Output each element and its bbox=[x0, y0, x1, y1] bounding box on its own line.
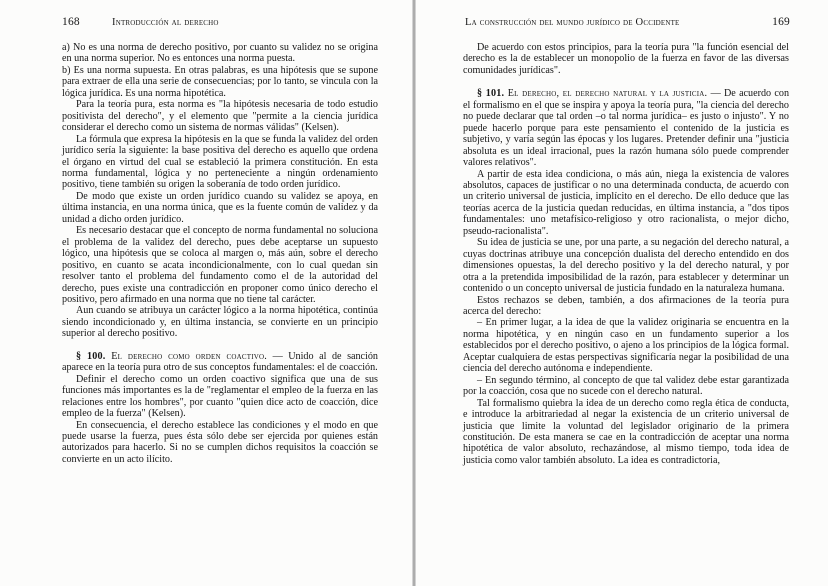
paragraph: La fórmula que expresa la hipótesis en la que se funda la validez del orden jurídico sería la siguiente: la base positiva del derecho es aquello que ordena el órgano en virtud del cual se estableció la primera constitución. En esta norma fundamental, lógica y no perteneciente a ningún ordenamiento positivo, tiene también su origen la soberanía de todo orden jurídico. bbox=[62, 133, 378, 191]
paragraph: Aun cuando se atribuya un carácter lógico a la norma hipotética, continúa siendo incondicionado y, en última instancia, se convierte en un principio superior al derecho positivo. bbox=[62, 305, 378, 340]
paragraph: Tal formalismo quiebra la idea de un derecho como regla ética de conducta, e introduce la arbitrariedad al negar la existencia de un criterio universal de justicia que limite la voluntad del legislador originario de la primera constitución. De esta manera se cae en la contradicción de aceptar una norma hipotética de valor absoluto, rechazándose, al mismo tiempo, toda idea de justicia como valor también absoluto. La idea es contradictoria, bbox=[463, 397, 789, 466]
left-page-number: 168 bbox=[62, 16, 80, 28]
section-lead: — De acuerdo con el formalismo en el que se inspira y apoya la teoría pura, "la ciencia del derecho no puede declarar que tal orden –o tal norma jurídica– es justo o injusto". Y no puede hacerlo porque para este pensamiento el contenido de la justicia es subjetivo, y varía según las épocas y los lugares. Pretender definir una "justicia absoluta es un ideal irracional, pues la razón humana sólo puede comprender valores relativos". bbox=[463, 88, 790, 169]
paragraph: b) Es una norma supuesta. En otras palabras, es una hipótesis que se supone para extraer de ella una serie de consecuencias; por lo tanto, se vincula con la lógica jurídica. Es una norma hipotética. bbox=[62, 64, 378, 99]
right-page bbox=[415, 0, 828, 586]
paragraph: Para la teoría pura, esta norma es "la hipótesis necesaria de todo estudio positivista del derecho", y el elemento que "permite a la ciencia jurídica considerar el derecho como un sistema de normas válidas" (Kelsen). bbox=[62, 99, 378, 134]
section-number: § 100. bbox=[76, 350, 106, 362]
right-page-body bbox=[463, 42, 789, 466]
right-running-head: La construcción del mundo jurídico de Occidente bbox=[465, 17, 680, 28]
paragraph: – En segundo término, al concepto de que tal validez debe estar garantizada por la coacción, cosa que no sucede con el derecho natural. bbox=[463, 374, 789, 398]
left-running-head: Introducción al derecho bbox=[112, 17, 219, 28]
paragraph: Estos rechazos se deben, también, a dos afirmaciones de la teoría pura acerca del derecho: bbox=[463, 294, 789, 317]
section-number: § 101. bbox=[477, 88, 505, 100]
paragraph: – En primer lugar, a la idea de que la validez originaria se encuentra en la norma hipotética, y en ningún caso en un fundamento superior a los establecidos por el derecho positivo, o ajeno a los principios de la lógica formal. Aceptar cualquiera de estas perspectivas significaría negar la posibilidad de una ciencia del derecho autónoma e independiente. bbox=[463, 317, 789, 375]
section-title: El derecho, el derecho natural y la justicia. bbox=[507, 88, 708, 100]
section-title: El derecho como orden coactivo. bbox=[111, 350, 268, 362]
left-page bbox=[0, 0, 413, 586]
paragraph: A partir de esta idea condiciona, o más aún, niega la existencia de valores absolutos, capaces de justificar o no una determinada conducta, de acuerdo con un criterio universal de justicia, implícito en el derecho. De ello deduce que las teorías acerca de la justicia quedan reducidas, en última instancia, a "dos tipos fundamentales: uno metafísico-religioso y otro racionalista, o mejor dicho, pseudo-racionalista". bbox=[463, 168, 789, 237]
section-heading bbox=[76, 351, 267, 362]
section-heading bbox=[477, 88, 707, 99]
section-lead: — Unido al de sanción aparece en la teoría pura otro de sus conceptos fundamentales: el de coacción. bbox=[62, 350, 378, 374]
paragraph: Definir el derecho como un orden coactivo significa que una de sus funciones más importantes es la de "reglamentar el empleo de la fuerza en las relaciones entre los hombres", por cuanto "quien dice acto de coacción, dice empleo de la fuerza" (Kelsen). bbox=[62, 373, 378, 420]
paragraph: De acuerdo con estos principios, para la teoría pura "la función esencial del derecho es la de establecer un monopolio de la fuerza en favor de las diversas comunidades jurídicas". bbox=[463, 42, 789, 76]
paragraph: Es necesario destacar que el concepto de norma fundamental no soluciona el problema de la validez del derecho, pues debe aceptarse un supuesto lógico, una hipótesis que se coloca al margen o, más aún, sobre el derecho positivo, en cuanto se acata incondicionalmente, con lo cual quedan sin resolver tanto el problema del fundamento como el de la autoridad del derecho, pues existe una contradicción en proponer como único derecho el positivo, pero afirmado en una norma que no tiene tal carácter. bbox=[62, 225, 378, 305]
right-page-number: 169 bbox=[772, 16, 790, 28]
paragraph: En consecuencia, el derecho establece las condiciones y el modo en que puede usarse la fuerza, pues ésta sólo debe ser ejercida por quienes están autorizados para hacerlo. Si no se cumplen dichos requisitos la coacción se convierte en un acto ilícito. bbox=[62, 419, 378, 465]
paragraph: Su idea de justicia se une, por una parte, a su negación del derecho natural, a cuyas doctrinas atribuye una concepción dualista del derecho entendido en dos dimensiones opuestas, la del derecho positivo y la del derecho natural, y por otra a la pretendida imposibilidad de la razón, para establecer y determinar un contenido o un concepto universal de justicia fundado en la naturaleza humana. bbox=[463, 237, 789, 295]
paragraph: De modo que existe un orden jurídico cuando su validez se apoya, en última instancia, en una norma única, que es la fuente común de validez y da unidad a dicho orden jurídico. bbox=[62, 190, 378, 225]
left-page-body bbox=[62, 42, 378, 465]
section-heading-paragraph bbox=[463, 88, 789, 168]
section-heading-paragraph bbox=[62, 351, 378, 374]
paragraph: a) No es una norma de derecho positivo, por cuanto su validez no se origina en una norma superior. No es entonces una norma puesta. bbox=[62, 42, 378, 65]
